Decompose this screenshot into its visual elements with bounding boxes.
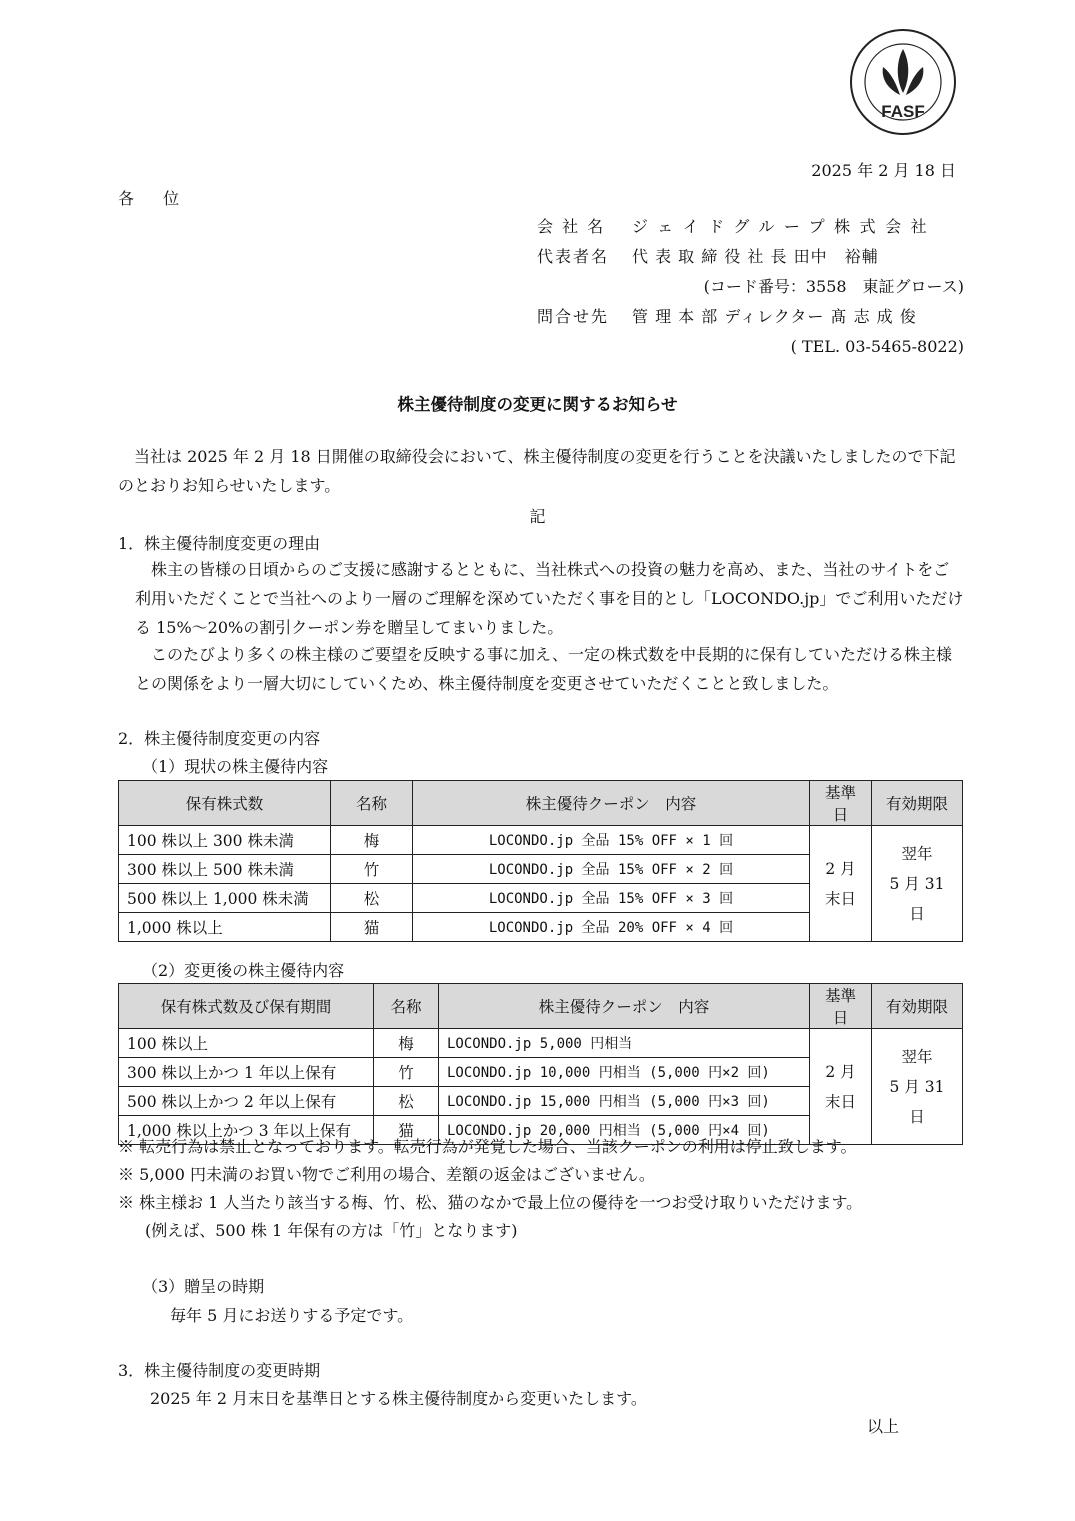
rep-label: 代表者名 (537, 247, 610, 266)
section1-paragraph-2: このたびより多くの株主様のご要望を反映する事に加え、一定の株式数を中長期的に保有していただける株主様との関係をより一層大切にしていくため、株主優待制度を変更させていただくことと致しました。 (135, 645, 952, 693)
subsection2-heading: （2）変更後の株主優待内容 (142, 961, 345, 980)
table1-base-date (810, 826, 872, 942)
contact-label: 問合せ先 (537, 307, 610, 326)
base-date-line2: 末日 (824, 1092, 856, 1111)
table1-header-shares: 保有株式数 (119, 781, 331, 826)
representative: 代 表 取 締 役 社 長 田中 裕輔 (632, 247, 879, 266)
expiry-line2: 5 月 31 日 (889, 1077, 945, 1126)
table2-header-expiry: 有効期限 (872, 984, 963, 1029)
subsection1-heading: （1）現状の株主優待内容 (142, 757, 329, 776)
note-top-tier: ※ 株主様お 1 人当たり該当する梅、竹、松、猫のなかで最上位の優待を一つお受け取りいただけます。 (118, 1193, 863, 1212)
table2-coupon: LOCONDO.jp 10,000 円相当 (5,000 円×2 回) (439, 1058, 810, 1087)
logo-leaf-left (883, 67, 900, 95)
table2-header-shares: 保有株式数及び保有期間 (119, 984, 374, 1029)
section1-paragraph-1: 株主の皆様の日頃からのご支援に感謝するとともに、当社株式への投資の魅力を高め、また、当社のサイトをご利用いただくことで当社へのより一層のご理解を深めていただく事を目的とし「LOCONDO.jp」でご利用いただける 15%〜20%の割引クーポン券を贈呈してまいりました。 (135, 560, 964, 637)
table2-coupon: LOCONDO.jp 15,000 円相当 (5,000 円×3 回) (439, 1087, 810, 1116)
note-resale: ※ 転売行為は禁止となっております。転売行為が発覚した場合、当該クーポンの利用は停止致します。 (118, 1137, 857, 1156)
table2-header-name: 名称 (374, 984, 439, 1029)
table1-tier: 梅 (331, 826, 413, 855)
table2-header-content: 株主優待クーポン 内容 (439, 984, 810, 1029)
new-benefits-table (118, 983, 963, 1145)
base-date-line2: 末日 (824, 889, 856, 908)
table1-shares: 100 株以上 300 株未満 (119, 826, 331, 855)
table1-header-expiry: 有効期限 (872, 781, 963, 826)
table1-coupon: LOCONDO.jp 全品 15% OFF × 3 回 (413, 884, 810, 913)
note-refund: ※ 5,000 円未満のお買い物でご利用の場合、差額の返金はございません。 (118, 1165, 655, 1184)
ki-marker: 記 (529, 507, 546, 526)
section3-heading: 3．株主優待制度の変更時期 (118, 1361, 321, 1380)
base-date-line1: 2 月 (825, 1062, 856, 1081)
table1-coupon: LOCONDO.jp 全品 20% OFF × 4 回 (413, 913, 810, 942)
subsection3-heading: （3）贈呈の時期 (142, 1277, 265, 1296)
logo-text: FASF (881, 102, 925, 121)
fasf-logo (848, 27, 958, 137)
expiry-line2: 5 月 31 日 (889, 874, 945, 923)
table2-tier: 梅 (374, 1029, 439, 1058)
table1-header-content: 株主優待クーポン 内容 (413, 781, 810, 826)
table1-coupon: LOCONDO.jp 全品 15% OFF × 1 回 (413, 826, 810, 855)
expiry-line1: 翌年 (901, 844, 933, 863)
section3-text: 2025 年 2 月末日を基準日とする株主優待制度から変更いたします。 (150, 1389, 647, 1408)
table2-base-date (810, 1029, 872, 1145)
table1-shares: 1,000 株以上 (119, 913, 331, 942)
table2-header-base-date: 基準日 (810, 984, 872, 1029)
table2-shares: 100 株以上 (119, 1029, 374, 1058)
stock-code: (コード番号：3558 東証グロース) (703, 277, 964, 296)
table2-expiry (872, 1029, 963, 1145)
base-date-line1: 2 月 (825, 859, 856, 878)
section1-heading: 1．株主優待制度変更の理由 (118, 534, 321, 553)
table1-shares: 500 株以上 1,000 株未満 (119, 884, 331, 913)
table1-tier: 竹 (331, 855, 413, 884)
table2-tier: 松 (374, 1087, 439, 1116)
table1-shares: 300 株以上 500 株未満 (119, 855, 331, 884)
table2-coupon: LOCONDO.jp 5,000 円相当 (439, 1029, 810, 1058)
document-date: 2025 年 2 月 18 日 (811, 161, 956, 180)
table1-coupon: LOCONDO.jp 全品 15% OFF × 2 回 (413, 855, 810, 884)
table-row (119, 1029, 963, 1058)
table1-tier: 松 (331, 884, 413, 913)
table-row (119, 826, 963, 855)
addressee: 各 位 (118, 189, 192, 208)
company-name: ジェイドグループ株式会社 (632, 217, 937, 236)
company-label: 会 社 名 (537, 217, 606, 236)
table1-expiry (872, 826, 963, 942)
current-benefits-table (118, 780, 963, 942)
logo-leaf-right (906, 67, 923, 95)
table1-tier: 猫 (331, 913, 413, 942)
intro-paragraph: 当社は 2025 年 2 月 18 日開催の取締役会において、株主優待制度の変更を行うことを決議いたしましたので下記のとおりお知らせいたします。 (118, 447, 956, 495)
table1-header-base-date: 基準日 (810, 781, 872, 826)
contact-tel: ( TEL. 03-5465-8022) (790, 337, 964, 356)
table2-tier: 竹 (374, 1058, 439, 1087)
subsection3-text: 毎年 5 月にお送りする予定です。 (170, 1306, 414, 1325)
note-example: (例えば、500 株 1 年保有の方は「竹」となります) (145, 1221, 518, 1240)
table2-shares: 300 株以上かつ 1 年以上保有 (119, 1058, 374, 1087)
table2-shares: 500 株以上かつ 2 年以上保有 (119, 1087, 374, 1116)
logo-leaf-center (898, 49, 909, 93)
table2-tier: 猫 (374, 1116, 439, 1145)
expiry-line1: 翌年 (901, 1047, 933, 1066)
contact-person: 管 理 本 部 ディレクター 髙 志 成 俊 (632, 307, 917, 326)
document-title: 株主優待制度の変更に関するお知らせ (397, 395, 678, 414)
table1-header-name: 名称 (331, 781, 413, 826)
closing-ijo: 以上 (867, 1417, 900, 1436)
table2-coupon: LOCONDO.jp 20,000 円相当 (5,000 円×4 回) (439, 1116, 810, 1145)
table2-shares: 1,000 株以上かつ 3 年以上保有 (119, 1116, 374, 1145)
sender-block (537, 216, 974, 366)
section2-heading: 2．株主優待制度変更の内容 (118, 729, 321, 748)
